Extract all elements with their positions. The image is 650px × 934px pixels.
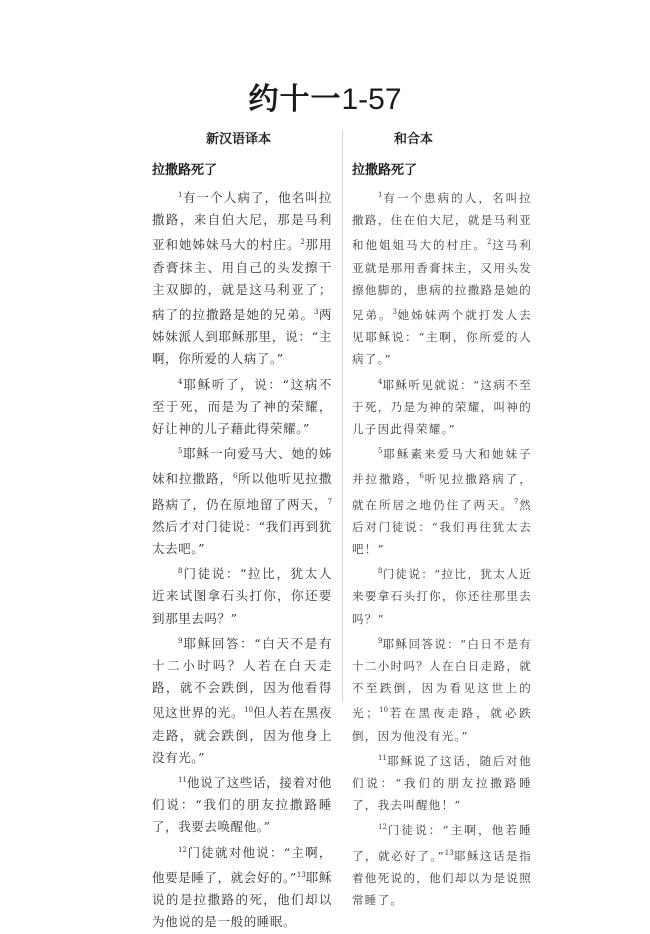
verse-number: 8 — [378, 567, 383, 576]
paragraph — [352, 816, 532, 911]
verse-text: 门徒说：“拉比，犹太人近来要拿石头打你，你还往那里去吗？” — [352, 567, 532, 626]
verse-text: 耶稣说的是拉撒路的死，他们却以为他说的是一般的睡眠。 — [152, 869, 333, 930]
verse-number: 3 — [314, 308, 319, 317]
verse-number: 5 — [378, 447, 383, 456]
verse-text: 耶稣素来爱马大和她妹子并拉撒路， — [352, 447, 532, 487]
verse-number: 1 — [178, 191, 183, 199]
paragraph — [152, 440, 332, 560]
verse-text: 然后对门徒说：“我们再往犹太去吧！” — [352, 497, 532, 557]
paragraph — [352, 184, 532, 371]
paragraph — [152, 184, 332, 371]
paragraph — [152, 769, 332, 839]
verse-text: 两姊妹派人到耶稣那里，说：“主啊，你所爱的人病了。” — [152, 307, 333, 367]
verse-text: 但人若在黑夜走路，就会跌倒，因为他身上没有光。” — [152, 705, 333, 765]
paragraph — [152, 560, 332, 630]
section-heading: 拉撒路死了 — [352, 163, 418, 178]
book-chapter: 约十一 — [248, 82, 342, 117]
verse-text: 有一个人病了，他名叫拉撒路，来自伯大尼，那是马利亚和她姊妹马大的村庄。 — [152, 190, 332, 253]
verse-text: 那用香膏抹主、用自己的头发擦干主双脚的，就是这马利亚了；病了的拉撒路是她的兄弟。 — [152, 237, 333, 323]
verse-number: 12 — [378, 823, 387, 832]
verse-text: 若在黑夜走路，就必跌倒，因为他没有光。” — [352, 706, 533, 743]
verse-number: 2 — [487, 238, 492, 247]
verse-text: 然后才对门徒说：“我们再到犹太去吧。” — [152, 518, 332, 557]
paragraph — [352, 560, 532, 630]
verse-range: 1-57 — [341, 83, 402, 116]
column-union-version — [352, 160, 532, 911]
column-new-chinese-version — [152, 160, 332, 934]
verse-number: 10 — [379, 706, 389, 715]
paragraph — [152, 371, 332, 441]
verse-text: 耶稣听了，说：“这病不至于死，而是为了神的荣耀，好让神的儿子藉此得荣耀。” — [152, 376, 332, 437]
paragraph — [352, 371, 532, 441]
verse-text: 听见拉撒路病了，就在所居之地仍住了两天。 — [352, 472, 532, 512]
verse-number: 9 — [378, 636, 383, 645]
verse-text: 耶稣说了这话，随后对他们说：“我们的朋友拉撒路睡了，我去叫醒他！” — [352, 753, 532, 813]
verse-number: 9 — [178, 636, 183, 645]
paragraph — [352, 747, 532, 817]
passage-body — [152, 184, 332, 934]
verse-number: 1 — [378, 191, 383, 199]
verse-text: 门徒就对他说：“主啊，他要是睡了，就会好的。” — [152, 844, 332, 885]
paragraph — [352, 440, 532, 560]
verse-number: 13 — [444, 848, 454, 857]
verse-number: 4 — [178, 377, 183, 386]
verse-number: 7 — [327, 497, 332, 506]
verse-number: 3 — [392, 308, 397, 317]
passage-body — [352, 184, 532, 911]
verse-number: 2 — [300, 238, 305, 247]
verse-text: 门徒说：“拉比，犹太人近来试图拿石头打你，你还要到那里去吗？” — [152, 566, 332, 626]
verse-number: 8 — [178, 567, 183, 576]
verse-number: 6 — [233, 472, 238, 481]
verse-number: 12 — [178, 845, 187, 854]
paragraph — [152, 630, 332, 769]
column-header-new-chinese-version: 新汉语译本 — [206, 132, 272, 147]
verse-number: 4 — [378, 377, 383, 386]
paragraph — [352, 630, 532, 747]
verse-text: 她姊妹两个就打发人去见耶稣说：“主啊，你所爱的人病了。” — [352, 308, 533, 367]
verse-text: 耶稣回答说：“白日不是有十二小时吗？人在白日走路，就不至跌倒，因为看见这世上的光； — [352, 636, 532, 721]
verse-number: 5 — [178, 447, 183, 456]
verse-number: 7 — [514, 497, 519, 506]
verse-text: 门徒说：“主啊，他若睡了，就必好了。” — [352, 823, 532, 863]
paragraph — [152, 839, 332, 934]
column-header-union-version: 和合本 — [394, 132, 434, 147]
verse-text: 耶稣这话是指着他死说的，他们却以为是说照常睡了。 — [352, 848, 532, 908]
column-divider — [342, 130, 343, 702]
verse-text: 有一个患病的人，名叫拉撒路，住在伯大尼，就是马利亚和他姐姐马大的村庄。 — [352, 191, 532, 253]
verse-text: 耶稣回答：“白天不是有十二小时吗？人若在白天走路，就不会跌倒，因为他看得见这世界的光。 — [152, 635, 332, 721]
verse-text: 耶稣一向爱马大、她的姊妹和拉撒路， — [152, 446, 332, 487]
verse-text: 所以他听见拉撒路病了，仍在原地留了两天， — [152, 471, 332, 512]
verse-text: 他说了这些话，接着对他们说：“我们的朋友拉撒路睡了，我要去唤醒他。” — [152, 775, 332, 835]
verse-text: 耶稣听见就说：“这病不至于死，乃是为神的荣耀，叫神的儿子因此得荣耀。” — [352, 377, 532, 437]
verse-number: 11 — [378, 753, 387, 762]
page-title — [0, 80, 650, 120]
verse-number: 11 — [178, 776, 187, 785]
verse-number: 10 — [244, 706, 254, 715]
section-heading: 拉撒路死了 — [152, 163, 218, 178]
verse-number: 6 — [419, 472, 424, 481]
verse-number: 13 — [296, 870, 306, 879]
verse-text: 这马利亚就是那用香膏抹主，又用头发擦他脚的，患病的拉撒路是她的兄弟。 — [352, 238, 533, 323]
